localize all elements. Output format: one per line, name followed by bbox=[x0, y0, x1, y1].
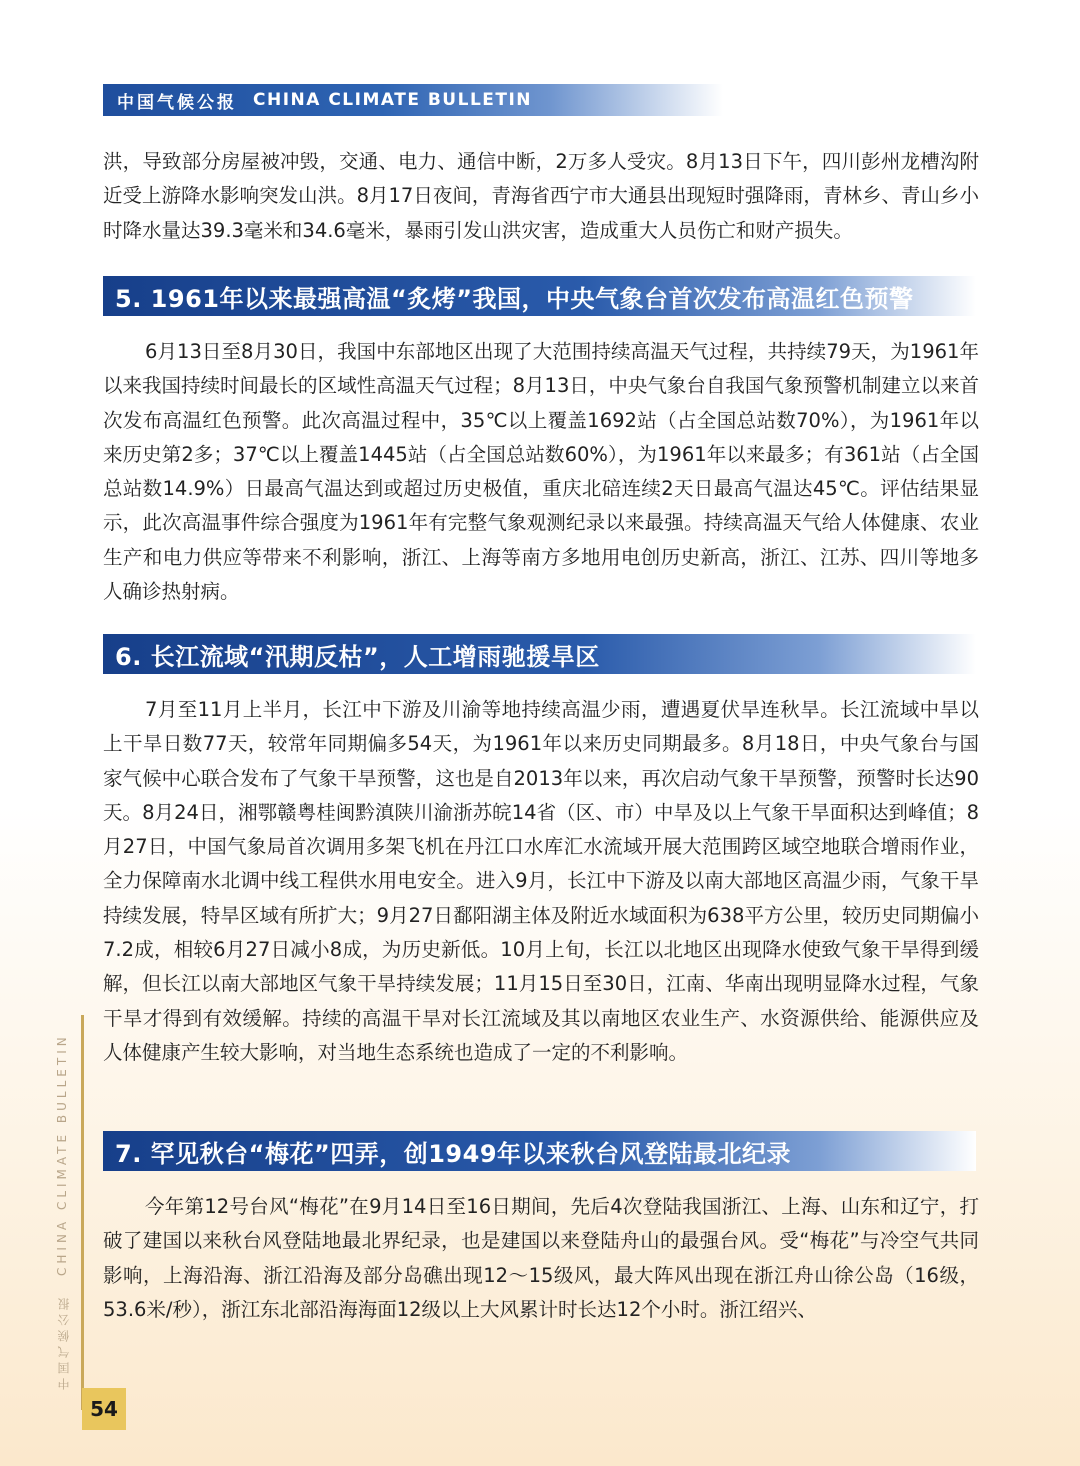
header-title-cn: 中国气候公报 bbox=[117, 92, 237, 113]
side-running-en: CHINA CLIMATE BULLETIN bbox=[55, 1033, 69, 1276]
page-header bbox=[103, 84, 723, 116]
side-running-title bbox=[55, 1000, 79, 1390]
section-title: 7. 罕见秋台“梅花”四弄，创1949年以来秋台风登陆最北纪录 bbox=[115, 1139, 792, 1168]
header-title-en: CHINA CLIMATE BULLETIN bbox=[253, 90, 533, 110]
section-body-7: 今年第12号台风“梅花”在9月14日至16日期间，先后4次登陆我国浙江、上海、山东和辽宁，打破了建国以来秋台风登陆地最北界纪录，也是建国以来登陆舟山的最强台风。受“梅花”与冷空气共同影响，上海沿海、浙江沿海及部分岛礁出现12～15级风，最大阵风出现在浙江舟山徐公岛（16级，53.6米/秒），浙江东北部沿海海面12级以上大风累计时长达12个小时。浙江绍兴、 bbox=[103, 1195, 979, 1321]
page-number: 54 bbox=[82, 1388, 126, 1430]
section-heading-6 bbox=[103, 634, 976, 674]
section-title: 6. 长江流域“汛期反枯”，人工增雨驰援旱区 bbox=[115, 642, 600, 671]
side-rule bbox=[81, 1015, 84, 1410]
section-body-6: 7月至11月上半月，长江中下游及川渝等地持续高温少雨，遭遇夏伏旱连秋旱。长江流域中旱以上干旱日数77天，较常年同期偏多54天，为1961年以来历史同期最多。8月18日，中央气象台与国家气候中心联合发布了气象干旱预警，这也是自2013年以来，再次启动气象干旱预警，预警时长达90天。8月24日，湘鄂赣粤桂闽黔滇陕川渝浙苏皖14省（区、市）中旱及以上气象干旱面积达到峰值；8月27日，中国气象局首次调用多架飞机在丹江口水库汇水流域开展大范围跨区域空地联合增雨作业，全力保障南水北调中线工程供水用电安全。进入9月，长江中下游及以南大部地区高温少雨，气象干旱持续发展，特旱区域有所扩大；9月27日鄱阳湖主体及附近水域面积为638平方公里，较历史同期偏小7.2成，相较6月27日减小8成，为历史新低。10月上旬，长江以北地区出现降水使致气象干旱得到缓解，但长江以南大部地区气象干旱持续发展；11月15日至30日，江南、华南出现明显降水过程，气象干旱才得到有效缓解。持续的高温干旱对长江流域及其以南地区农业生产、水资源供给、能源供应及人体健康产生较大影响，对当地生态系统也造成了一定的不利影响。 bbox=[103, 698, 979, 1064]
section-body-5: 6月13日至8月30日，我国中东部地区出现了大范围持续高温天气过程，共持续79天，为1961年以来我国持续时间最长的区域性高温天气过程；8月13日，中央气象台自我国气象预警机制建立以来首次发布高温红色预警。此次高温过程中，35℃以上覆盖1692站（占全国总站数70%），为1961年以来历史第2多；37℃以上覆盖1445站（占全国总站数60%），为1961年以来最多；有361站（占全国总站数14.9%）日最高气温达到或超过历史极值，重庆北碚连续2天日最高气温达45℃。评估结果显示，此次高温事件综合强度为1961年有完整气象观测纪录以来最强。持续高温天气给人体健康、农业生产和电力供应等带来不利影响，浙江、上海等南方多地用电创历史新高，浙江、江苏、四川等地多人确诊热射病。 bbox=[103, 340, 979, 604]
intro-paragraph: 洪，导致部分房屋被冲毁，交通、电力、通信中断，2万多人受灾。8月13日下午，四川彭州龙槽沟附近受上游降水影响突发山洪。8月17日夜间，青海省西宁市大通县出现短时强降雨，青林乡、青山乡小时降水量达39.3毫米和34.6毫米，暴雨引发山洪灾害，造成重大人员伤亡和财产损失。 bbox=[103, 150, 979, 242]
section-heading-7 bbox=[103, 1131, 976, 1171]
section-heading-5 bbox=[103, 276, 976, 316]
section-title: 5. 1961年以来最强高温“炙烤”我国，中央气象台首次发布高温红色预警 bbox=[115, 284, 914, 313]
side-running-cn: 中国气候公报 bbox=[57, 1294, 71, 1390]
